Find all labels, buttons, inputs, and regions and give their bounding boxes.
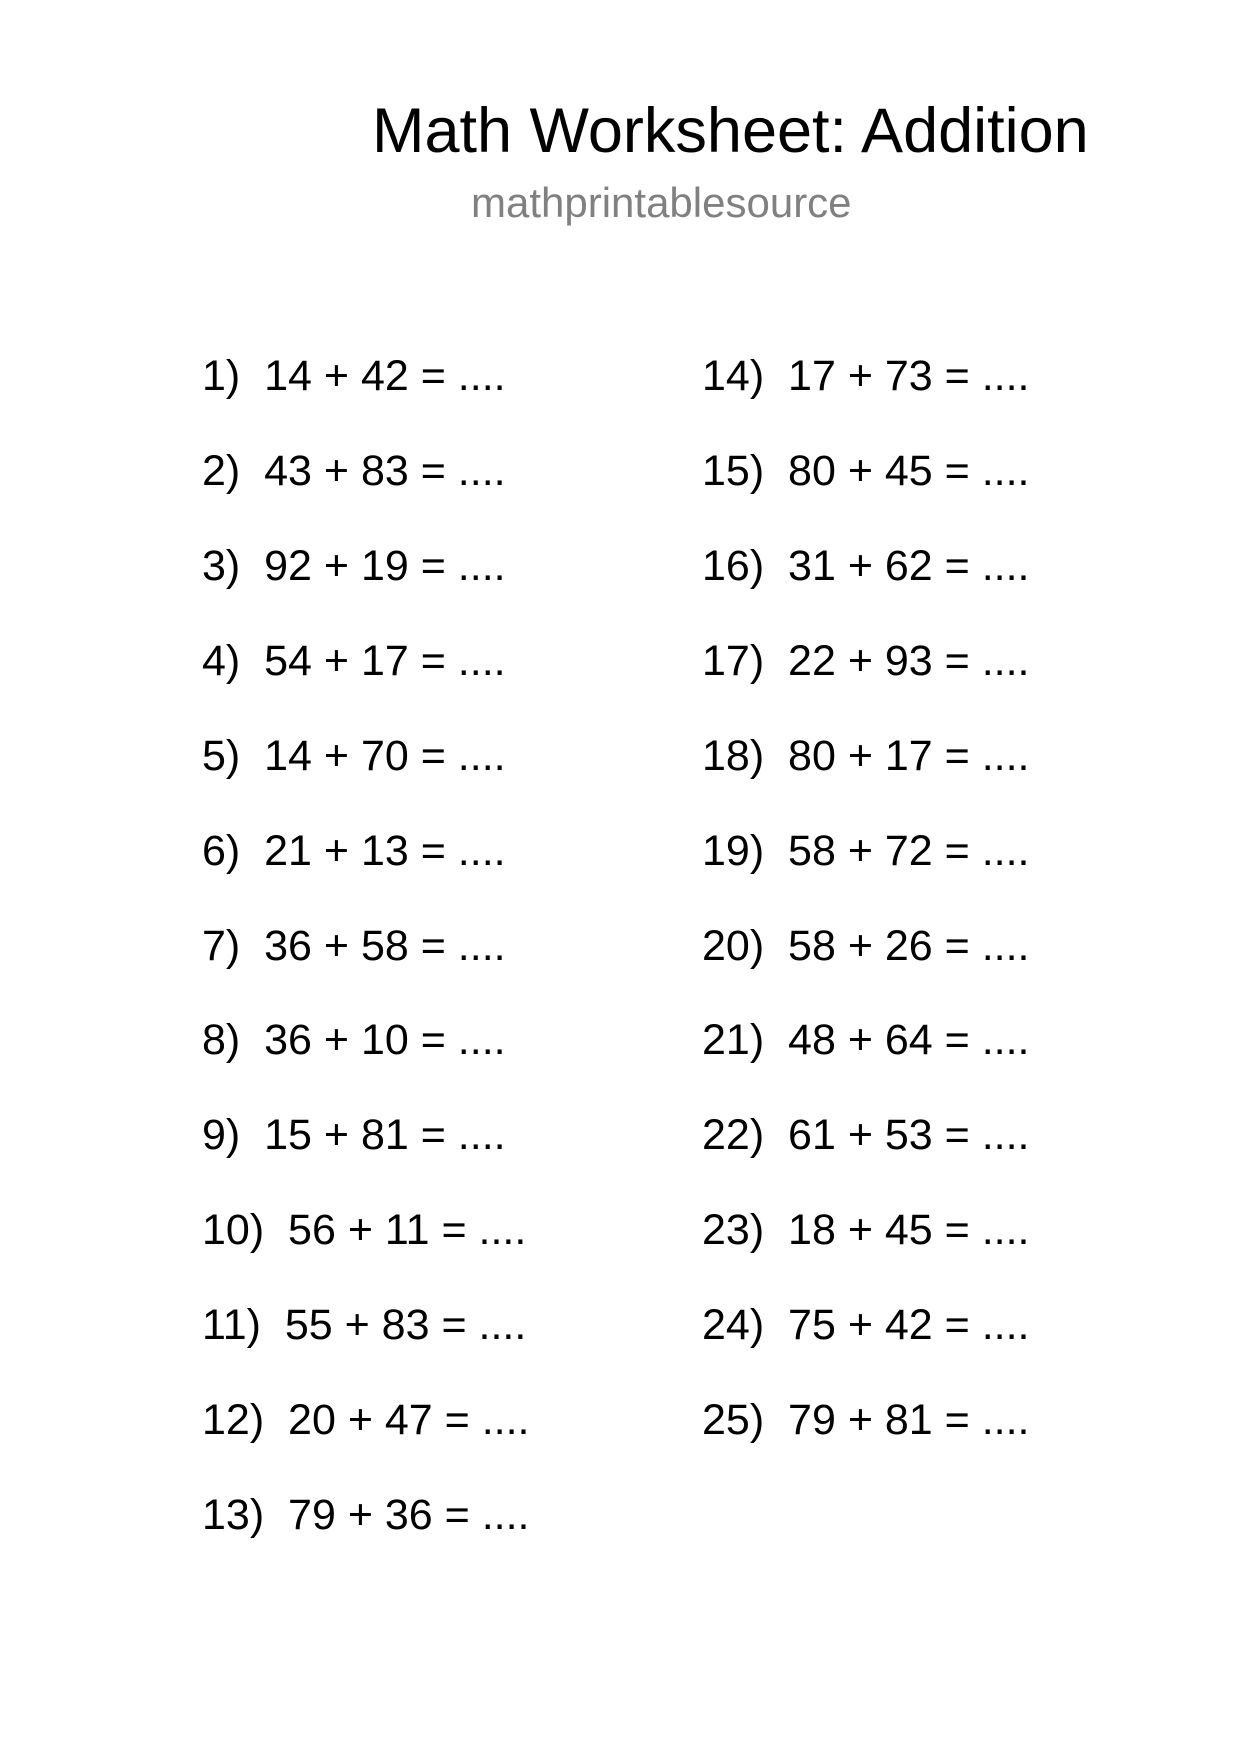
worksheet-title: Math Worksheet: Addition: [372, 96, 1089, 166]
problem-20: 20) 58 + 26 = ....: [702, 922, 1030, 970]
problem-8: 8) 36 + 10 = ....: [202, 1016, 506, 1064]
problem-24: 24) 75 + 42 = ....: [702, 1301, 1030, 1349]
problem-4: 4) 54 + 17 = ....: [202, 637, 506, 685]
problem-22: 22) 61 + 53 = ....: [702, 1111, 1030, 1159]
worksheet-source: mathprintablesource: [471, 179, 852, 226]
problem-10: 10) 56 + 11 = ....: [202, 1206, 527, 1254]
problem-7: 7) 36 + 58 = ....: [202, 922, 506, 970]
problem-19: 19) 58 + 72 = ....: [702, 827, 1030, 875]
problem-21: 21) 48 + 64 = ....: [702, 1016, 1030, 1064]
problem-14: 14) 17 + 73 = ....: [702, 352, 1030, 400]
problem-15: 15) 80 + 45 = ....: [702, 447, 1030, 495]
problem-12: 12) 20 + 47 = ....: [202, 1396, 530, 1444]
problem-13: 13) 79 + 36 = ....: [202, 1491, 530, 1539]
problem-18: 18) 80 + 17 = ....: [702, 732, 1030, 780]
problem-6: 6) 21 + 13 = ....: [202, 827, 506, 875]
problem-5: 5) 14 + 70 = ....: [202, 732, 506, 780]
problem-9: 9) 15 + 81 = ....: [202, 1111, 506, 1159]
problem-11: 11) 55 + 83 = ....: [202, 1301, 527, 1349]
problem-17: 17) 22 + 93 = ....: [702, 637, 1030, 685]
problem-2: 2) 43 + 83 = ....: [202, 447, 506, 495]
problem-3: 3) 92 + 19 = ....: [202, 542, 506, 590]
problem-23: 23) 18 + 45 = ....: [702, 1206, 1030, 1254]
problem-25: 25) 79 + 81 = ....: [702, 1396, 1030, 1444]
problem-1: 1) 14 + 42 = ....: [202, 352, 506, 400]
problem-16: 16) 31 + 62 = ....: [702, 542, 1030, 590]
